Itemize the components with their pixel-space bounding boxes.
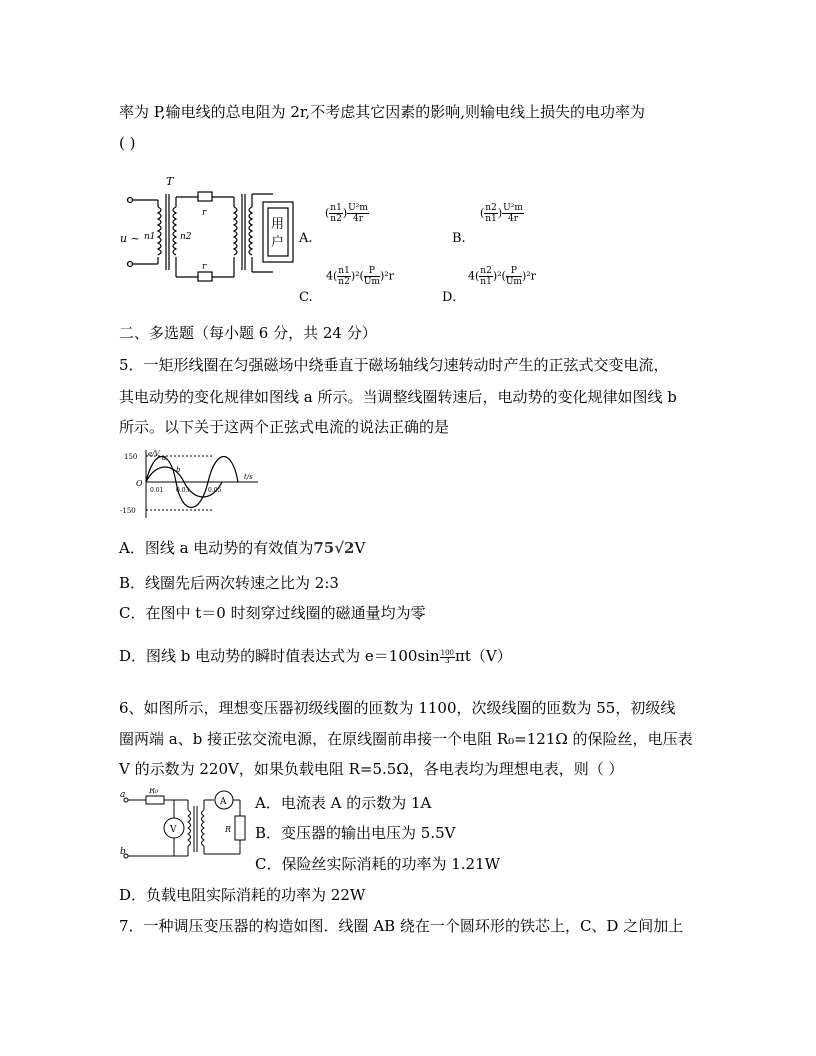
n2-label: n2 <box>180 232 192 242</box>
t-label: T <box>166 175 174 188</box>
q5-stem-line3: 所示。以下关于这两个正弦式电流的说法正确的是 <box>119 418 450 436</box>
q5-option-c[interactable]: C．在图中 t＝0 时刻穿过线圈的磁通量均为零 <box>119 604 426 622</box>
q5-option-b[interactable]: B．线圈先后两次转速之比为 2:3 <box>119 574 339 592</box>
q5-option-a[interactable] <box>119 537 365 558</box>
origin-label: O <box>136 479 143 488</box>
option-d-label: D. <box>442 290 457 305</box>
q5-option-a-unit: V <box>354 539 366 557</box>
y-min-label: -150 <box>120 507 136 515</box>
q5-option-a-text: A．图线 a 电动势的有效值为 <box>119 539 314 557</box>
q6-stem-line2: 圈两端 a、b 接正弦交流电源，在原线圈前串接一个电阻 R₀=121Ω 的保险丝，电压表 <box>119 730 693 748</box>
x-axis-label: t/s <box>244 473 253 481</box>
source-terminal-bottom <box>128 262 133 267</box>
curve-b-label: b <box>176 466 181 474</box>
q6-option-b[interactable]: B．变压器的输出电压为 5.5V <box>255 824 456 842</box>
y-axis-label: e/V <box>148 450 160 458</box>
q5-option-d[interactable] <box>119 645 512 666</box>
option-b-formula: ( $\frac{n2}{n1}$ ) $\frac{\text{U²m}}{4r}$ <box>480 203 523 224</box>
q5-option-d-fraction: $\frac{100}{3}$ <box>440 648 454 665</box>
q4-transformer-circuit <box>118 172 296 294</box>
resistor-r-top <box>198 192 212 201</box>
r0-label: R₀ <box>149 788 159 795</box>
source-terminal-top <box>128 198 133 203</box>
q6-transformer-circuit <box>118 788 248 863</box>
q5-stem-line2: 其电动势的变化规律如图线 a 所示。当调整线圈转速后，电动势的变化规律如图线 b <box>119 388 677 406</box>
r-top-label: r <box>202 208 207 218</box>
q5-stem-line1: 5．一矩形线圈在匀强磁场中绕垂直于磁场轴线匀速转动时产生的正弦式交变电流， <box>119 356 669 374</box>
q4-stem-line2: ( ) <box>119 134 136 152</box>
terminal-b-label: b <box>120 847 126 857</box>
r-bottom-label: r <box>202 262 207 272</box>
q6-stem-line3: V 的示数为 220V，如果负载电阻 R=5.5Ω，各电表均为理想电表，则（ ） <box>119 760 624 778</box>
q6-option-d[interactable]: D．负载电阻实际消耗的功率为 22W <box>119 886 366 904</box>
n1-label: n1 <box>144 232 156 242</box>
q6-option-a[interactable]: A．电流表 A 的示数为 1A <box>255 794 432 812</box>
option-c-label: C. <box>299 290 313 305</box>
q5-option-a-value: 75√2 <box>313 539 355 557</box>
tick-0-05: 0.05 <box>208 487 222 494</box>
q5-option-d-text: D．图线 b 电动势的瞬时值表达式为 e＝100sin <box>119 647 440 665</box>
user-label: 用 <box>271 217 285 232</box>
option-b-label: B. <box>452 231 466 246</box>
tick-0-03: 0.03 <box>176 487 190 494</box>
ammeter-label: A <box>220 797 227 807</box>
fuse-r0 <box>146 796 164 804</box>
user-label-2: 户 <box>271 235 285 250</box>
terminal-a-label: a <box>120 790 126 800</box>
q4-stem-line1: 率为 P,输电线的总电阻为 2r,不考虑其它因素的影响,则输电线上损失的电功率为 <box>119 103 645 121</box>
curve-a-label: a <box>162 454 167 462</box>
u-label: u ~ <box>120 232 140 245</box>
load-label: R <box>225 825 232 834</box>
q5-option-d-tail: πt（V） <box>454 647 512 665</box>
load-resistor <box>235 816 245 840</box>
option-a-formula: ( $\frac{n1}{n2}$ ) $\frac{\text{U²m}}{4r}$ <box>325 203 368 224</box>
q6-option-c[interactable]: C．保险丝实际消耗的功率为 1.21W <box>255 855 501 873</box>
q6-stem-line1: 6、如图所示，理想变压器初级线圈的匝数为 1100，次级线圈的匝数为 55，初级线 <box>119 699 676 717</box>
tick-0-01: 0.01 <box>150 487 164 494</box>
y-max-label: 150 <box>124 453 138 461</box>
section-heading: 二、多选题（每小题 6 分，共 24 分） <box>119 324 377 342</box>
q7-stem-line1: 7．一种调压变压器的构造如图．线圈 AB 绕在一个圆环形的铁芯上，C、D 之间加上 <box>119 917 684 935</box>
resistor-r-bottom <box>198 272 212 281</box>
option-c-formula: 4( $\frac{n1}{n2}$ )²( $\frac{P}{Um}$ )²r <box>326 266 394 287</box>
option-d-formula: 4( $\frac{n2}{n1}$ )²( $\frac{P}{Um}$ )²r <box>468 266 536 287</box>
option-a-label: A. <box>299 231 313 246</box>
q5-emf-graph <box>118 446 260 520</box>
voltmeter-label: V <box>170 825 177 835</box>
